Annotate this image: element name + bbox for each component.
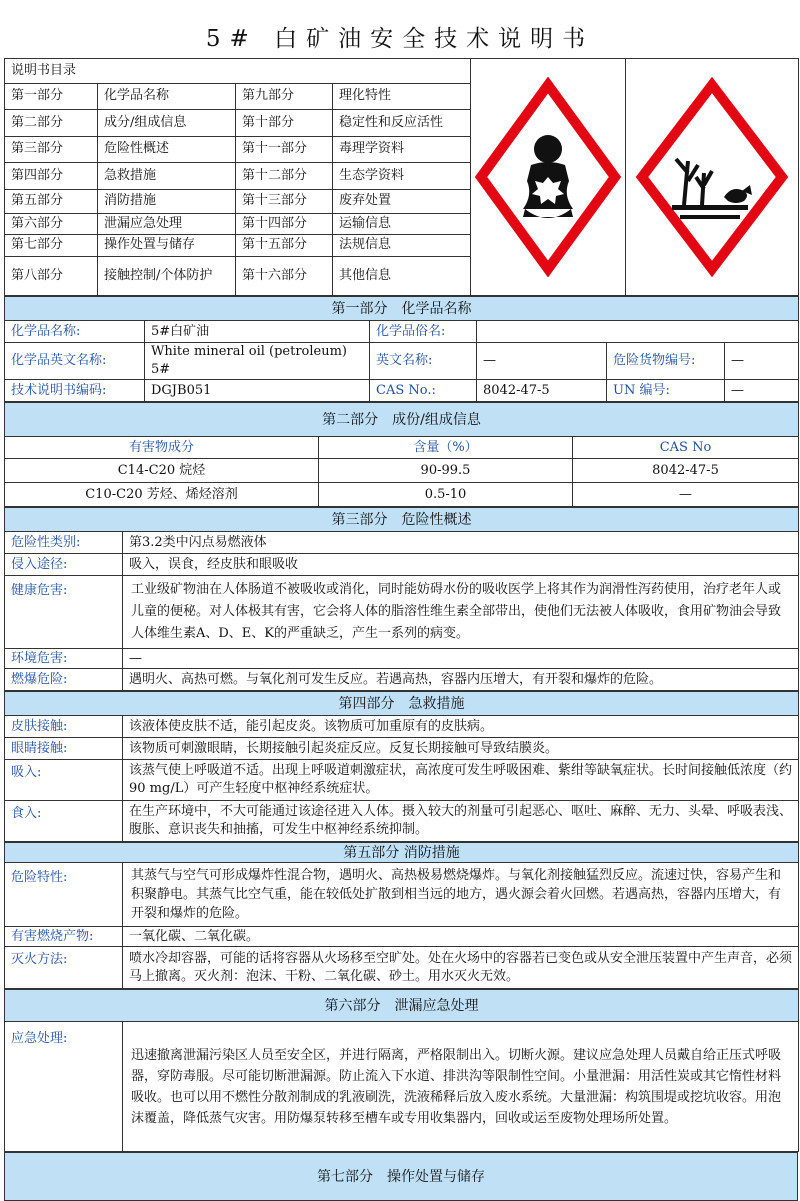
section-6 (4, 989, 799, 1152)
table-cell: 8042-47-5 (573, 459, 799, 483)
field-value: 该蒸气使上呼吸道不适。出现上呼吸道刺激症状，高浓度可发生呼吸困难、紫绀等缺氧症状。长时间接触低浓度（约90 mg/L）可产生轻度中枢神经系统症状。 (123, 760, 799, 801)
toc-cell: 第十一部分 (236, 136, 333, 163)
toc-cell: 第十三部分 (236, 189, 333, 214)
field-label: 燃爆危险: (5, 669, 123, 691)
toc-cell: 危险性概述 (98, 136, 236, 163)
field-value (477, 321, 799, 343)
section-5 (4, 842, 799, 989)
field-value: 该物质可刺激眼睛，长期接触引起炎症反应。反复长期接触可导致结膜炎。 (123, 738, 799, 760)
field-label: 吸入: (5, 760, 123, 801)
section-1-title: 第一部分 化学品名称 (5, 297, 799, 321)
field-value: 其蒸气与空气可形成爆炸性混合物，遇明火、高热极易燃烧爆炸。与氧化剂接触猛烈反应。流速过快，容易产生和积聚静电。其蒸气比空气重，能在较低处扩散到相当远的地方，遇火源会着火回燃。若遇高热，容器内压增大，有开裂和爆炸的危险。 (123, 863, 799, 927)
section-2 (4, 402, 799, 507)
field-value: 5#白矿油 (145, 321, 370, 343)
section-3-title: 第三部分 危险性概述 (5, 508, 799, 532)
toc-cell: 第九部分 (236, 83, 333, 110)
field-value: — (725, 343, 799, 380)
table-cell: C10-C20 芳烃、烯烃溶剂 (5, 483, 319, 507)
section-1 (4, 296, 799, 402)
field-value: White mineral oil (petroleum) 5# (145, 343, 370, 380)
toc-cell: 化学品名称 (98, 83, 236, 110)
field-label: 技术说明书编码: (5, 380, 145, 402)
toc-cell: 生态学资料 (333, 163, 471, 190)
toc-cell: 第十二部分 (236, 163, 333, 190)
toc-cell: 法规信息 (333, 234, 471, 256)
toc-cell: 接触控制/个体防护 (98, 257, 236, 296)
field-label: 侵入途径: (5, 554, 123, 576)
section-4-title: 第四部分 急救措施 (5, 692, 799, 716)
field-value: 迅速撤离泄漏污染区人员至安全区，并进行隔离，严格限制出入。切断火源。建议应急处理人员戴自给正压式呼吸器，穿防毒服。尽可能切断泄漏源。防止流入下水道、排洪沟等限制性空间。小量泄漏：用活性炭或其它惰性材料吸收。也可以用不燃性分散剂制成的乳液刷洗，洗液稀释后放入废水系统。大量泄漏：构筑围堤或挖坑收容。用泡沫覆盖，降低蒸气灾害。用防爆泵转移至槽车或专用收集器内，回收或运至废物处理场所处置。 (123, 1022, 799, 1152)
toc-table (4, 58, 799, 296)
toc-cell: 第一部分 (5, 83, 98, 110)
toc-cell: 理化特性 (333, 83, 471, 110)
field-value: 一氧化碳、二氧化碳。 (123, 927, 799, 947)
field-value: 该液体使皮肤不适，能引起皮炎。该物质可加重原有的皮肤病。 (123, 716, 799, 738)
field-label: 眼睛接触: (5, 738, 123, 760)
field-label: UN 编号: (607, 380, 725, 402)
pictogram-right (626, 59, 799, 296)
field-label: 化学品名称: (5, 321, 145, 343)
section-5-title: 第五部分 消防措施 (5, 843, 799, 863)
table-cell: 0.5-10 (319, 483, 573, 507)
field-label: 环境危害: (5, 649, 123, 669)
field-value: 工业级矿物油在人体肠道不被吸收或消化，同时能妨碍水份的吸收医学上将其作为润滑性泻药使用，治疗老年人或儿童的便秘。对人体极其有害，它会将人体的脂溶性维生素全部带出，使他们无法被人体吸收，食用矿物油会导致人体维生素A、D、E、K的严重缺乏，产生一系列的病变。 (123, 576, 799, 649)
toc-cell: 第五部分 (5, 189, 98, 214)
table-cell: C14-C20 烷烃 (5, 459, 319, 483)
field-value: 遇明火、高热可燃。与氧化剂可发生反应。若遇高热，容器内压增大，有开裂和爆炸的危险。 (123, 669, 799, 691)
section-4 (4, 691, 799, 842)
section-2-title: 第二部分 成份/组成信息 (5, 403, 799, 437)
section-7 (4, 1152, 798, 1201)
field-value: — (725, 380, 799, 402)
field-label: CAS No.: (370, 380, 477, 402)
toc-cell: 毒理学资料 (333, 136, 471, 163)
toc-cell: 第十六部分 (236, 257, 333, 296)
toc-cell: 消防措施 (98, 189, 236, 214)
field-label: 化学品英文名称: (5, 343, 145, 380)
toc-cell: 废弃处置 (333, 189, 471, 214)
toc-cell: 操作处置与储存 (98, 234, 236, 256)
toc-cell: 第七部分 (5, 234, 98, 256)
field-label: 化学品俗名: (370, 321, 477, 343)
field-value: 吸入，误食，经皮肤和眼吸收 (123, 554, 799, 576)
table-cell: — (573, 483, 799, 507)
section-3 (4, 507, 799, 691)
field-label: 皮肤接触: (5, 716, 123, 738)
table-cell: 90-99.5 (319, 459, 573, 483)
field-value: 喷水冷却容器，可能的话将容器从火场移至空旷处。处在火场中的容器若已变色或从安全泄压装置中产生声音，必须马上撤离。灭火剂：泡沫、干粉、二氧化碳、砂土。用水灭火无效。 (123, 947, 799, 989)
field-label: 危险货物编号: (607, 343, 725, 380)
section-7-title: 第七部分 操作处置与储存 (5, 1153, 798, 1201)
field-label: 健康危害: (5, 576, 123, 649)
health-hazard-icon (473, 77, 623, 277)
field-value: 第3.2类中闪点易燃液体 (123, 532, 799, 554)
field-value: — (123, 649, 799, 669)
toc-cell: 运输信息 (333, 214, 471, 234)
toc-cell: 稳定性和反应活性 (333, 110, 471, 137)
field-value: DGJB051 (145, 380, 370, 402)
toc-cell: 第八部分 (5, 257, 98, 296)
document-title: 5# 白矿油安全技术说明书 (205, 26, 595, 52)
field-label: 食入: (5, 801, 123, 842)
toc-cell: 泄漏应急处理 (98, 214, 236, 234)
column-header: 有害物成分 (5, 437, 319, 459)
toc-cell: 其他信息 (333, 257, 471, 296)
field-value: — (477, 343, 607, 380)
sds-sheet (4, 58, 798, 1201)
section-6-title: 第六部分 泄漏应急处理 (5, 990, 799, 1022)
pictogram-left (471, 59, 626, 296)
toc-cell: 急救措施 (98, 163, 236, 190)
column-header: 含量（%） (319, 437, 573, 459)
toc-cell: 第十四部分 (236, 214, 333, 234)
toc-cell: 第十五部分 (236, 234, 333, 256)
column-header: CAS No (573, 437, 799, 459)
field-value: 8042-47-5 (477, 380, 607, 402)
field-label: 危险性类别: (5, 532, 123, 554)
field-label: 有害燃烧产物: (5, 927, 123, 947)
toc-cell: 第二部分 (5, 110, 98, 137)
field-label: 灭火方法: (5, 947, 123, 989)
field-label: 应急处理: (5, 1022, 123, 1152)
field-value: 在生产环境中，不大可能通过该途径进入人体。摄入较大的剂量可引起恶心、呕吐、麻醉、无力、头晕、呼吸表浅、腹胀、意识丧失和抽搐，可发生中枢神经系统抑制。 (123, 801, 799, 842)
toc-cell: 第三部分 (5, 136, 98, 163)
toc-cell: 第四部分 (5, 163, 98, 190)
toc-cell: 成分/组成信息 (98, 110, 236, 137)
field-label: 英文名称: (370, 343, 477, 380)
toc-heading: 说明书目录 (5, 59, 471, 84)
environment-icon (632, 77, 792, 277)
field-label: 危险特性: (5, 863, 123, 927)
toc-cell: 第十部分 (236, 110, 333, 137)
toc-cell: 第六部分 (5, 214, 98, 234)
